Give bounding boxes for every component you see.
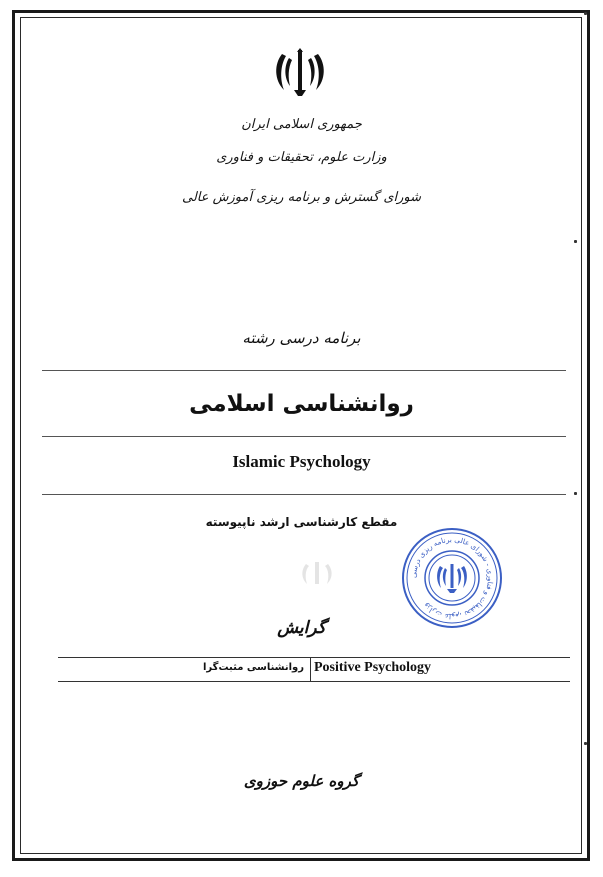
table-divider xyxy=(310,658,311,681)
academic-group: گروه علوم حوزوی xyxy=(243,772,360,790)
branch-label: گرایش xyxy=(277,618,326,638)
header-council: شورای گسترش و برنامه ریزی آموزش عالی xyxy=(182,190,421,205)
scan-speck xyxy=(584,12,587,15)
degree-level: مقطع کارشناسی ارشد ناپیوسته xyxy=(205,515,398,529)
title-persian: روانشناسی اسلامی xyxy=(189,391,414,417)
branch-name-persian: روانشناسی مثبت‌گرا xyxy=(202,662,304,673)
program-subtitle: برنامه درسی رشته xyxy=(242,329,361,347)
divider-rule xyxy=(42,370,566,371)
stamp-text: وزارت علوم، تحقیقات و فناوری - شورای عالی برنامه ریزی درسی xyxy=(408,534,496,622)
branch-table xyxy=(58,657,570,682)
scan-speck xyxy=(584,742,587,745)
scan-speck xyxy=(574,492,577,495)
branch-name-english: Positive Psychology xyxy=(314,660,432,675)
official-stamp-icon xyxy=(400,526,504,630)
divider-rule xyxy=(42,436,566,437)
title-english: Islamic Psychology xyxy=(232,452,371,471)
scan-speck xyxy=(574,240,577,243)
header-republic: جمهوری اسلامی ایران xyxy=(241,117,362,132)
header-ministry: وزارت علوم، تحقیقات و فناوری xyxy=(216,150,387,165)
iran-emblem-icon xyxy=(272,46,328,98)
watermark-emblem-icon xyxy=(300,560,334,588)
divider-rule xyxy=(42,494,566,495)
